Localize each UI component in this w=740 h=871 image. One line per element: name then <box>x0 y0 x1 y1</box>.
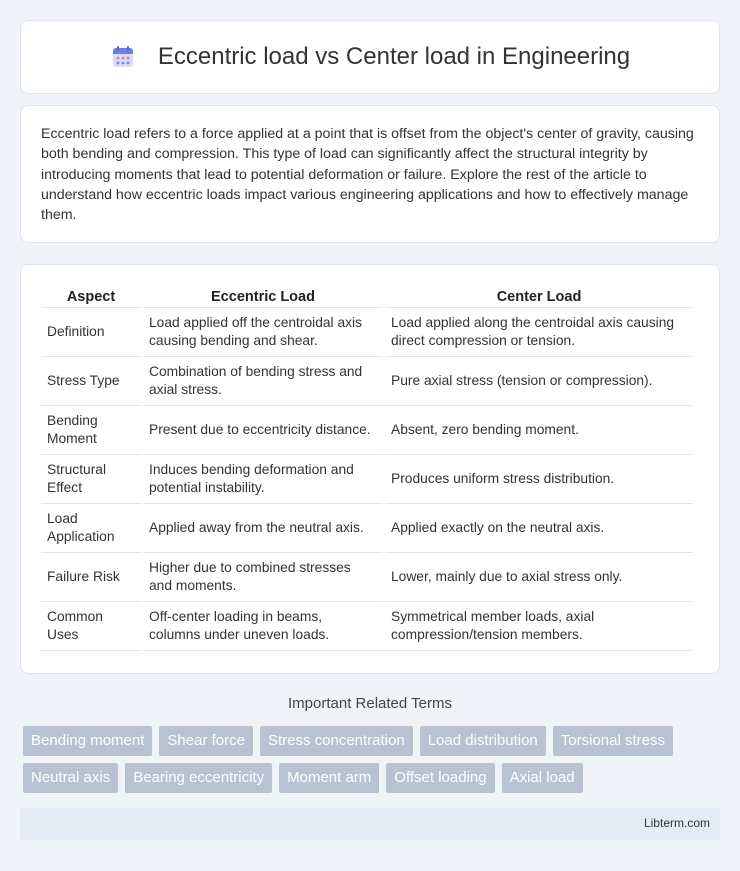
table-cell-aspect: Load Application <box>41 504 141 553</box>
footer-site-link[interactable]: Libterm.com <box>643 816 710 830</box>
footer <box>20 808 720 840</box>
column-header-eccentric: Eccentric Load <box>143 285 383 308</box>
title-card <box>20 20 720 94</box>
table-cell-aspect: Stress Type <box>41 357 141 406</box>
related-term-tag[interactable]: Load distribution <box>420 726 546 756</box>
table-cell-center: Pure axial stress (tension or compression). <box>385 357 693 406</box>
table-cell-aspect: Structural Effect <box>41 455 141 504</box>
table-cell-center: Applied exactly on the neutral axis. <box>385 504 693 553</box>
table-row <box>41 357 693 406</box>
related-term-tag[interactable]: Moment arm <box>279 763 379 793</box>
intro-text: Eccentric load refers to a force applied at a point that is offset from the object's center of gravity, causing both bending and compression. This type of load can significantly affect the structural integrity by introducing moments that lead to potential deformation or failure. Explore the rest of the article to understand how eccentric loads impact various engineering applications and how to effectively manage them. <box>41 126 694 224</box>
calendar-icon <box>110 44 136 70</box>
table-cell-aspect: Definition <box>41 308 141 357</box>
intro-card <box>20 105 720 243</box>
table-cell-aspect: Bending Moment <box>41 406 141 455</box>
column-header-center: Center Load <box>385 285 693 308</box>
table-row <box>41 602 693 651</box>
related-terms-title: Important Related Terms <box>288 695 452 712</box>
table-cell-center: Symmetrical member loads, axial compression/tension members. <box>385 602 693 651</box>
related-term-tag[interactable]: Bearing eccentricity <box>125 763 272 793</box>
table-row <box>41 406 693 455</box>
table-row <box>41 553 693 602</box>
table-cell-eccentric: Induces bending deformation and potential instability. <box>143 455 383 504</box>
related-terms-list <box>23 726 723 793</box>
related-term-tag[interactable]: Axial load <box>502 763 583 793</box>
table-cell-center: Produces uniform stress distribution. <box>385 455 693 504</box>
table-cell-eccentric: Present due to eccentricity distance. <box>143 406 383 455</box>
table-cell-eccentric: Load applied off the centroidal axis causing bending and shear. <box>143 308 383 357</box>
related-term-tag[interactable]: Bending moment <box>23 726 152 756</box>
related-term-tag[interactable]: Offset loading <box>386 763 494 793</box>
table-cell-eccentric: Higher due to combined stresses and moments. <box>143 553 383 602</box>
table-cell-center: Absent, zero bending moment. <box>385 406 693 455</box>
table-cell-center: Lower, mainly due to axial stress only. <box>385 553 693 602</box>
table-row <box>41 308 693 357</box>
table-cell-aspect: Failure Risk <box>41 553 141 602</box>
table-row <box>41 504 693 553</box>
table-cell-eccentric: Combination of bending stress and axial stress. <box>143 357 383 406</box>
table-row <box>41 455 693 504</box>
table-cell-center: Load applied along the centroidal axis causing direct compression or tension. <box>385 308 693 357</box>
comparison-table <box>39 285 695 651</box>
table-cell-eccentric: Off-center loading in beams, columns under uneven loads. <box>143 602 383 651</box>
table-cell-eccentric: Applied away from the neutral axis. <box>143 504 383 553</box>
related-term-tag[interactable]: Stress concentration <box>260 726 413 756</box>
related-term-tag[interactable]: Neutral axis <box>23 763 118 793</box>
page-title: Eccentric load vs Center load in Engineering <box>157 43 631 70</box>
related-term-tag[interactable]: Shear force <box>159 726 253 756</box>
table-header-row <box>41 285 693 308</box>
table-cell-aspect: Common Uses <box>41 602 141 651</box>
related-term-tag[interactable]: Torsional stress <box>553 726 673 756</box>
comparison-table-card <box>20 264 720 674</box>
column-header-aspect: Aspect <box>41 285 141 308</box>
